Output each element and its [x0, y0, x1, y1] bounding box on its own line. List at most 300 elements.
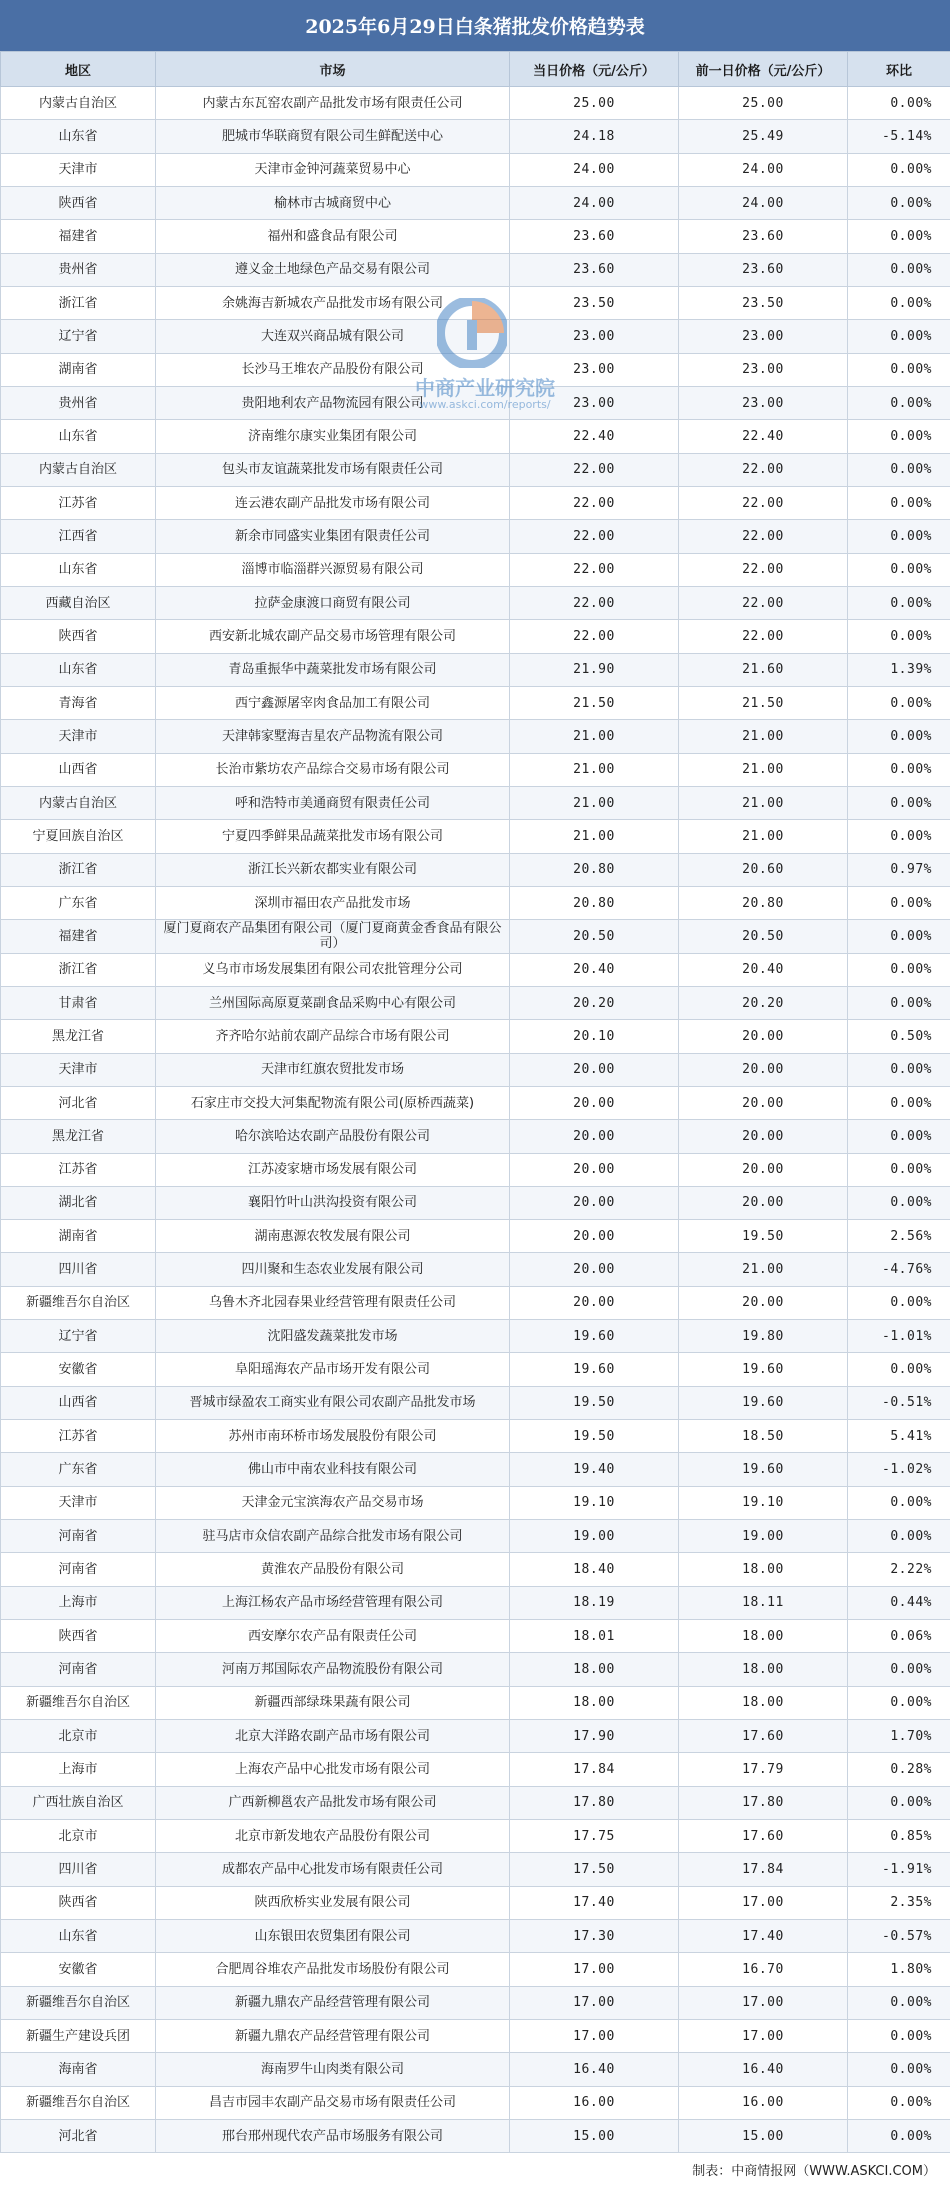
cell-market: 哈尔滨哈达农副产品股份有限公司	[156, 1120, 510, 1153]
cell-change: 0.00%	[848, 253, 950, 286]
table-row	[1, 1853, 950, 1886]
cell-market: 北京大洋路农副产品市场有限公司	[156, 1720, 510, 1753]
cell-region: 湖南省	[1, 353, 156, 386]
table-row	[1, 186, 950, 219]
cell-change: 5.41%	[848, 1420, 950, 1453]
column-header-change: 环比	[848, 52, 950, 87]
table-row	[1, 1120, 950, 1153]
cell-prev-price: 20.40	[679, 953, 848, 986]
footer-source: 制表：中商情报网（WWW.ASKCI.COM）	[692, 2163, 936, 2179]
cell-prev-price: 22.00	[679, 453, 848, 486]
cell-change: 1.39%	[848, 653, 950, 686]
cell-today-price: 17.80	[510, 1786, 679, 1819]
cell-prev-price: 18.50	[679, 1420, 848, 1453]
cell-region: 辽宁省	[1, 1320, 156, 1353]
cell-change: 0.00%	[848, 953, 950, 986]
cell-region: 山东省	[1, 420, 156, 453]
cell-prev-price: 22.00	[679, 486, 848, 519]
table-row	[1, 1286, 950, 1319]
cell-today-price: 23.50	[510, 286, 679, 319]
cell-region: 山东省	[1, 120, 156, 153]
cell-region: 贵州省	[1, 253, 156, 286]
cell-change: 0.00%	[848, 686, 950, 719]
cell-today-price: 20.00	[510, 1153, 679, 1186]
cell-change: 0.44%	[848, 1586, 950, 1619]
cell-prev-price: 20.50	[679, 920, 848, 953]
table-row	[1, 1320, 950, 1353]
cell-today-price: 23.00	[510, 353, 679, 386]
cell-market: 海南罗牛山肉类有限公司	[156, 2053, 510, 2086]
cell-today-price: 23.00	[510, 386, 679, 419]
cell-change: 0.50%	[848, 1020, 950, 1053]
cell-region: 江苏省	[1, 486, 156, 519]
table-row	[1, 1386, 950, 1419]
cell-today-price: 22.40	[510, 420, 679, 453]
cell-prev-price: 20.20	[679, 986, 848, 1019]
cell-region: 河南省	[1, 1653, 156, 1686]
cell-prev-price: 18.11	[679, 1586, 848, 1619]
cell-today-price: 23.60	[510, 253, 679, 286]
cell-today-price: 21.00	[510, 786, 679, 819]
table-row	[1, 853, 950, 886]
cell-prev-price: 25.49	[679, 120, 848, 153]
cell-prev-price: 20.00	[679, 1153, 848, 1186]
cell-change: 0.28%	[848, 1753, 950, 1786]
cell-prev-price: 24.00	[679, 186, 848, 219]
cell-market: 天津韩家墅海吉星农产品物流有限公司	[156, 720, 510, 753]
cell-change: 2.35%	[848, 1886, 950, 1919]
cell-today-price: 15.00	[510, 2120, 679, 2153]
cell-prev-price: 21.00	[679, 820, 848, 853]
cell-prev-price: 22.00	[679, 586, 848, 619]
cell-prev-price: 17.79	[679, 1753, 848, 1786]
cell-today-price: 17.00	[510, 1953, 679, 1986]
cell-region: 山东省	[1, 1920, 156, 1953]
cell-change: -0.51%	[848, 1386, 950, 1419]
cell-region: 山东省	[1, 653, 156, 686]
table-row	[1, 820, 950, 853]
cell-market: 厦门夏商农产品集团有限公司（厦门夏商黄金香食品有限公司）	[156, 920, 510, 953]
cell-region: 宁夏回族自治区	[1, 820, 156, 853]
watermark-url: www.askci.com/reports/	[419, 398, 551, 411]
cell-region: 福建省	[1, 220, 156, 253]
cell-prev-price: 20.00	[679, 1086, 848, 1119]
cell-change: -1.01%	[848, 1320, 950, 1353]
table-row	[1, 1086, 950, 1119]
table-row	[1, 353, 950, 386]
cell-prev-price: 24.00	[679, 153, 848, 186]
table-row	[1, 953, 950, 986]
cell-prev-price: 15.00	[679, 2120, 848, 2153]
cell-market: 齐齐哈尔站前农副产品综合市场有限公司	[156, 1020, 510, 1053]
table-row	[1, 486, 950, 519]
cell-region: 新疆维吾尔自治区	[1, 1986, 156, 2019]
table-row	[1, 386, 950, 419]
cell-prev-price: 20.00	[679, 1186, 848, 1219]
table-row	[1, 1486, 950, 1519]
table-row	[1, 1220, 950, 1253]
table-row	[1, 920, 950, 953]
cell-prev-price: 18.00	[679, 1653, 848, 1686]
table-row	[1, 286, 950, 319]
cell-region: 河南省	[1, 1553, 156, 1586]
cell-today-price: 21.50	[510, 686, 679, 719]
cell-region: 贵州省	[1, 386, 156, 419]
cell-market: 邢台邢州现代农产品市场服务有限公司	[156, 2120, 510, 2153]
cell-market: 肥城市华联商贸有限公司生鲜配送中心	[156, 120, 510, 153]
cell-market: 天津市红旗农贸批发市场	[156, 1053, 510, 1086]
cell-market: 黄淮农产品股份有限公司	[156, 1553, 510, 1586]
cell-market: 四川聚和生态农业发展有限公司	[156, 1253, 510, 1286]
cell-prev-price: 21.50	[679, 686, 848, 719]
cell-region: 河北省	[1, 2120, 156, 2153]
cell-region: 湖北省	[1, 1186, 156, 1219]
cell-today-price: 20.20	[510, 986, 679, 1019]
table-row	[1, 686, 950, 719]
cell-region: 内蒙古自治区	[1, 87, 156, 120]
cell-change: 0.00%	[848, 386, 950, 419]
cell-change: 0.00%	[848, 1486, 950, 1519]
cell-prev-price: 20.80	[679, 886, 848, 919]
cell-prev-price: 20.00	[679, 1053, 848, 1086]
cell-change: 0.00%	[848, 87, 950, 120]
cell-today-price: 19.60	[510, 1320, 679, 1353]
cell-market: 天津金元宝滨海农产品交易市场	[156, 1486, 510, 1519]
price-table	[0, 51, 950, 2153]
cell-market: 山东银田农贸集团有限公司	[156, 1920, 510, 1953]
cell-prev-price: 17.60	[679, 1720, 848, 1753]
table-row	[1, 153, 950, 186]
cell-change: -1.91%	[848, 1853, 950, 1886]
cell-today-price: 17.75	[510, 1820, 679, 1853]
table-row	[1, 1186, 950, 1219]
cell-market: 宁夏四季鲜果品蔬菜批发市场有限公司	[156, 820, 510, 853]
cell-market: 青岛重振华中蔬菜批发市场有限公司	[156, 653, 510, 686]
cell-change: 0.00%	[848, 420, 950, 453]
cell-today-price: 21.00	[510, 820, 679, 853]
cell-today-price: 23.00	[510, 320, 679, 353]
cell-market: 河南万邦国际农产品物流股份有限公司	[156, 1653, 510, 1686]
cell-change: 0.00%	[848, 1653, 950, 1686]
cell-today-price: 20.50	[510, 920, 679, 953]
cell-today-price: 20.10	[510, 1020, 679, 1053]
cell-change: 0.00%	[848, 1986, 950, 2019]
cell-today-price: 20.00	[510, 1120, 679, 1153]
table-row	[1, 2120, 950, 2153]
cell-today-price: 21.90	[510, 653, 679, 686]
cell-prev-price: 17.00	[679, 1986, 848, 2019]
cell-market: 佛山市中南农业科技有限公司	[156, 1453, 510, 1486]
cell-region: 甘肃省	[1, 986, 156, 1019]
table-row	[1, 2086, 950, 2119]
cell-region: 新疆维吾尔自治区	[1, 1286, 156, 1319]
cell-region: 内蒙古自治区	[1, 786, 156, 819]
cell-region: 辽宁省	[1, 320, 156, 353]
cell-change: 0.00%	[848, 220, 950, 253]
table-row	[1, 320, 950, 353]
table-row	[1, 2053, 950, 2086]
table-row	[1, 1886, 950, 1919]
table-row	[1, 520, 950, 553]
cell-market: 西安摩尔农产品有限责任公司	[156, 1620, 510, 1653]
cell-market: 榆林市古城商贸中心	[156, 186, 510, 219]
cell-today-price: 24.00	[510, 153, 679, 186]
cell-market: 济南维尔康实业集团有限公司	[156, 420, 510, 453]
cell-today-price: 18.40	[510, 1553, 679, 1586]
cell-market: 陕西欣桥实业发展有限公司	[156, 1886, 510, 1919]
cell-today-price: 20.00	[510, 1220, 679, 1253]
cell-market: 呼和浩特市美通商贸有限责任公司	[156, 786, 510, 819]
cell-prev-price: 21.00	[679, 786, 848, 819]
cell-today-price: 16.40	[510, 2053, 679, 2086]
table-title	[0, 0, 950, 51]
cell-today-price: 22.00	[510, 453, 679, 486]
cell-change: 0.00%	[848, 1520, 950, 1553]
cell-region: 山西省	[1, 1386, 156, 1419]
cell-market: 大连双兴商品城有限公司	[156, 320, 510, 353]
table-row	[1, 1253, 950, 1286]
cell-change: 0.00%	[848, 520, 950, 553]
table-row	[1, 1020, 950, 1053]
cell-market: 长治市紫坊农产品综合交易市场有限公司	[156, 753, 510, 786]
cell-prev-price: 21.00	[679, 753, 848, 786]
table-row	[1, 2020, 950, 2053]
table-row	[1, 1986, 950, 2019]
cell-region: 浙江省	[1, 953, 156, 986]
cell-region: 黑龙江省	[1, 1120, 156, 1153]
cell-region: 山西省	[1, 753, 156, 786]
cell-today-price: 17.40	[510, 1886, 679, 1919]
cell-change: 0.00%	[848, 2053, 950, 2086]
cell-prev-price: 19.00	[679, 1520, 848, 1553]
cell-market: 遵义金土地绿色产品交易有限公司	[156, 253, 510, 286]
cell-today-price: 18.19	[510, 1586, 679, 1619]
cell-prev-price: 17.00	[679, 2020, 848, 2053]
cell-today-price: 19.50	[510, 1386, 679, 1419]
cell-market: 上海江杨农产品市场经营管理有限公司	[156, 1586, 510, 1619]
cell-market: 沈阳盛发蔬菜批发市场	[156, 1320, 510, 1353]
table-row	[1, 786, 950, 819]
cell-region: 黑龙江省	[1, 1020, 156, 1053]
cell-region: 湖南省	[1, 1220, 156, 1253]
cell-change: 0.00%	[848, 986, 950, 1019]
cell-market: 晋城市绿盈农工商实业有限公司农副产品批发市场	[156, 1386, 510, 1419]
column-header-region: 地区	[1, 52, 156, 87]
cell-region: 陕西省	[1, 620, 156, 653]
cell-region: 新疆维吾尔自治区	[1, 2086, 156, 2119]
cell-today-price: 17.30	[510, 1920, 679, 1953]
cell-prev-price: 23.00	[679, 320, 848, 353]
table-row	[1, 1920, 950, 1953]
cell-today-price: 23.60	[510, 220, 679, 253]
cell-change: 0.00%	[848, 786, 950, 819]
cell-market: 驻马店市众信农副产品综合批发市场有限公司	[156, 1520, 510, 1553]
cell-market: 上海农产品中心批发市场有限公司	[156, 1753, 510, 1786]
cell-change: 0.00%	[848, 553, 950, 586]
cell-market: 义乌市市场发展集团有限公司农批管理分公司	[156, 953, 510, 986]
cell-prev-price: 25.00	[679, 87, 848, 120]
cell-change: 0.00%	[848, 1186, 950, 1219]
cell-prev-price: 17.40	[679, 1920, 848, 1953]
cell-change: 0.00%	[848, 720, 950, 753]
cell-market: 内蒙古东瓦窑农副产品批发市场有限责任公司	[156, 87, 510, 120]
cell-market: 淄博市临淄群兴源贸易有限公司	[156, 553, 510, 586]
cell-prev-price: 23.00	[679, 386, 848, 419]
cell-change: 2.56%	[848, 1220, 950, 1253]
cell-today-price: 19.00	[510, 1520, 679, 1553]
cell-prev-price: 22.00	[679, 553, 848, 586]
cell-prev-price: 19.60	[679, 1386, 848, 1419]
cell-prev-price: 17.84	[679, 1853, 848, 1886]
cell-market: 深圳市福田农产品批发市场	[156, 886, 510, 919]
table-row	[1, 720, 950, 753]
cell-market: 天津市金钟河蔬菜贸易中心	[156, 153, 510, 186]
cell-change: 0.00%	[848, 2120, 950, 2153]
cell-prev-price: 18.00	[679, 1686, 848, 1719]
cell-today-price: 22.00	[510, 586, 679, 619]
table-row	[1, 1620, 950, 1653]
table-row	[1, 753, 950, 786]
cell-prev-price: 23.00	[679, 353, 848, 386]
cell-change: 0.00%	[848, 620, 950, 653]
cell-prev-price: 23.60	[679, 220, 848, 253]
cell-market: 阜阳瑶海农产品市场开发有限公司	[156, 1353, 510, 1386]
cell-region: 北京市	[1, 1820, 156, 1853]
cell-today-price: 19.10	[510, 1486, 679, 1519]
table-row	[1, 1753, 950, 1786]
cell-market: 湖南惠源农牧发展有限公司	[156, 1220, 510, 1253]
cell-market: 包头市友谊蔬菜批发市场有限责任公司	[156, 453, 510, 486]
cell-region: 上海市	[1, 1586, 156, 1619]
cell-market: 兰州国际高原夏菜副食品采购中心有限公司	[156, 986, 510, 1019]
cell-change: 0.00%	[848, 1286, 950, 1319]
cell-region: 广东省	[1, 1453, 156, 1486]
cell-prev-price: 22.40	[679, 420, 848, 453]
cell-market: 拉萨金康渡口商贸有限公司	[156, 586, 510, 619]
table-body	[1, 87, 950, 2153]
cell-prev-price: 16.70	[679, 1953, 848, 1986]
cell-prev-price: 23.50	[679, 286, 848, 319]
column-header-prev-price: 前一日价格（元/公斤）	[679, 52, 848, 87]
cell-market: 长沙马王堆农产品股份有限公司	[156, 353, 510, 386]
cell-today-price: 17.00	[510, 1986, 679, 2019]
cell-today-price: 20.00	[510, 1286, 679, 1319]
cell-region: 青海省	[1, 686, 156, 719]
cell-region: 山东省	[1, 553, 156, 586]
cell-prev-price: 17.80	[679, 1786, 848, 1819]
cell-region: 陕西省	[1, 1886, 156, 1919]
cell-change: 0.00%	[848, 153, 950, 186]
table-footer	[0, 2152, 950, 2185]
cell-region: 浙江省	[1, 853, 156, 886]
cell-region: 江西省	[1, 520, 156, 553]
cell-region: 西藏自治区	[1, 586, 156, 619]
cell-region: 天津市	[1, 1486, 156, 1519]
cell-today-price: 21.00	[510, 753, 679, 786]
cell-change: 0.00%	[848, 1786, 950, 1819]
cell-region: 陕西省	[1, 1620, 156, 1653]
cell-market: 西宁鑫源屠宰肉食品加工有限公司	[156, 686, 510, 719]
cell-today-price: 20.40	[510, 953, 679, 986]
table-row	[1, 453, 950, 486]
cell-change: 0.00%	[848, 1353, 950, 1386]
cell-today-price: 17.84	[510, 1753, 679, 1786]
cell-market: 广西新柳邕农产品批发市场有限公司	[156, 1786, 510, 1819]
cell-prev-price: 21.00	[679, 720, 848, 753]
cell-region: 四川省	[1, 1253, 156, 1286]
cell-region: 新疆维吾尔自治区	[1, 1686, 156, 1719]
cell-today-price: 24.18	[510, 120, 679, 153]
cell-region: 天津市	[1, 153, 156, 186]
cell-prev-price: 19.60	[679, 1353, 848, 1386]
cell-change: 0.00%	[848, 586, 950, 619]
cell-prev-price: 19.10	[679, 1486, 848, 1519]
cell-market: 贵阳地利农产品物流园有限公司	[156, 386, 510, 419]
cell-change: 0.00%	[848, 1686, 950, 1719]
cell-prev-price: 21.60	[679, 653, 848, 686]
cell-region: 福建省	[1, 920, 156, 953]
cell-region: 安徽省	[1, 1953, 156, 1986]
cell-region: 新疆生产建设兵团	[1, 2020, 156, 2053]
cell-today-price: 18.00	[510, 1653, 679, 1686]
cell-market: 乌鲁木齐北园春果业经营管理有限责任公司	[156, 1286, 510, 1319]
table-row	[1, 120, 950, 153]
cell-market: 西安新北城农副产品交易市场管理有限公司	[156, 620, 510, 653]
cell-prev-price: 21.00	[679, 1253, 848, 1286]
cell-prev-price: 17.60	[679, 1820, 848, 1853]
column-header-today-price: 当日价格（元/公斤）	[510, 52, 679, 87]
table-row	[1, 1786, 950, 1819]
cell-today-price: 20.00	[510, 1053, 679, 1086]
cell-region: 江苏省	[1, 1420, 156, 1453]
cell-change: 0.00%	[848, 453, 950, 486]
cell-change: 0.00%	[848, 320, 950, 353]
cell-today-price: 20.00	[510, 1086, 679, 1119]
table-row	[1, 653, 950, 686]
cell-today-price: 25.00	[510, 87, 679, 120]
cell-region: 陕西省	[1, 186, 156, 219]
cell-region: 广西壮族自治区	[1, 1786, 156, 1819]
table-row	[1, 253, 950, 286]
cell-market: 浙江长兴新农都实业有限公司	[156, 853, 510, 886]
cell-change: 0.00%	[848, 920, 950, 953]
cell-market: 北京市新发地农产品股份有限公司	[156, 1820, 510, 1853]
table-row	[1, 220, 950, 253]
cell-prev-price: 20.00	[679, 1120, 848, 1153]
cell-today-price: 19.50	[510, 1420, 679, 1453]
cell-market: 襄阳竹叶山洪沟投资有限公司	[156, 1186, 510, 1219]
table-row	[1, 1353, 950, 1386]
cell-prev-price: 20.00	[679, 1286, 848, 1319]
cell-change: -0.57%	[848, 1920, 950, 1953]
table-row	[1, 1153, 950, 1186]
cell-prev-price: 22.00	[679, 620, 848, 653]
cell-market: 新疆西部绿珠果蔬有限公司	[156, 1686, 510, 1719]
cell-market: 福州和盛食品有限公司	[156, 220, 510, 253]
cell-prev-price: 18.00	[679, 1620, 848, 1653]
table-row	[1, 1653, 950, 1686]
cell-market: 石家庄市交投大河集配物流有限公司(原桥西蔬菜)	[156, 1086, 510, 1119]
cell-market: 新疆九鼎农产品经营管理有限公司	[156, 1986, 510, 2019]
cell-today-price: 22.00	[510, 620, 679, 653]
cell-change: -5.14%	[848, 120, 950, 153]
cell-region: 河北省	[1, 1086, 156, 1119]
cell-market: 余姚海吉新城农产品批发市场有限公司	[156, 286, 510, 319]
cell-today-price: 19.60	[510, 1353, 679, 1386]
table-row	[1, 1553, 950, 1586]
cell-region: 内蒙古自治区	[1, 453, 156, 486]
cell-change: 0.85%	[848, 1820, 950, 1853]
